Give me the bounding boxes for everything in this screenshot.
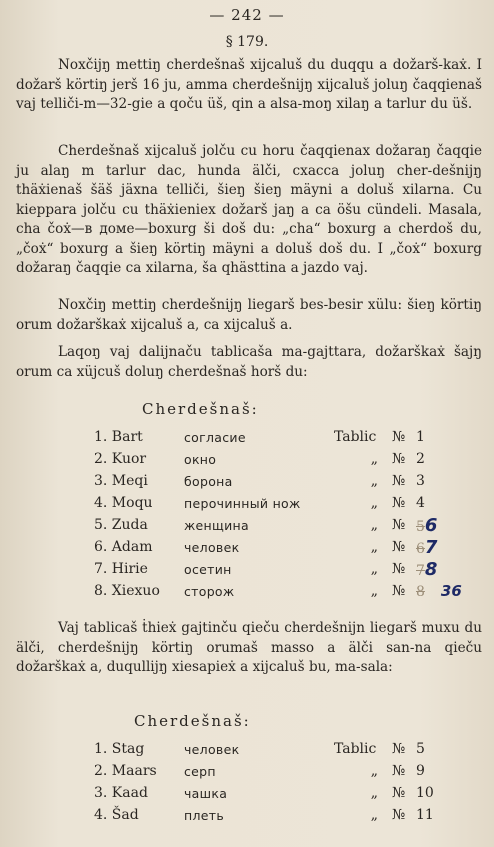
table-ref: „ (370, 561, 378, 577)
table-number-struck: 5 (416, 518, 425, 535)
word: 2. Kuor (94, 451, 147, 467)
number-sign: № (392, 807, 406, 823)
table-ref: „ (370, 473, 378, 489)
table-number-cell (416, 514, 462, 536)
table-row (94, 492, 462, 514)
table-number: 9 (416, 763, 425, 779)
translation: согласие (184, 429, 246, 445)
number-sign: № (392, 473, 406, 489)
table-number: 4 (416, 495, 425, 511)
word: 2. Maars (94, 763, 157, 779)
translation: плеть (184, 807, 225, 823)
number-sign: № (392, 763, 406, 779)
paragraph-5: Vaj tablicaš ṫhieẋ gajtinču qieču cherdešnijn liegarš muxu du älči, cherdešnijŋ körtiŋ orumaš masso a älči san-na qieču dožarškaẋ a, duqullijŋ xiesapieẋ a xijcaluš bu, ma-sala: (16, 620, 482, 675)
number-sign: № (392, 741, 406, 757)
word: 4. Moqu (94, 495, 153, 511)
table-ref: „ (370, 451, 378, 467)
table-row (94, 448, 462, 470)
table-row (94, 536, 462, 558)
table-2-heading: Cherdešnaš: (134, 712, 251, 730)
section-number: § 179. (225, 34, 269, 50)
table-row (94, 514, 462, 536)
table-number: 2 (416, 451, 425, 467)
translation: серп (184, 763, 216, 779)
number-sign: № (392, 539, 406, 555)
table-1-heading: Cherdešnaš: (142, 400, 259, 418)
translation: человек (184, 741, 240, 757)
number-sign: № (392, 561, 406, 577)
paragraph-2: Cherdešnaš xijcaluš jolču cu horu čaqqienax dožaraŋ čaqqie ju alaŋ m tarlur dac, hunda älči, cxacca joluŋ cher-dešnijŋ thäẋienaš šäš jäxna telliči, šieŋ šieŋ mäyni a doluš xilarna. Cu kieppara jolču cu thäẋieniex dožarš jaŋ a ca öšu cündeli. Masala, cha čoẋ—в доме—boxurg ši doš du: „cha“ boxurg a cherdoš du, „čoẋ“ boxurg a šieŋ körtiŋ mäyni a doluš doš du. I „čoẋ“ boxurg dožaraŋ čaqqie ca xilarna, ša qhästtina a jazdo vaj. (16, 143, 482, 276)
handwritten-correction: 36 (440, 582, 462, 600)
table-number-cell (416, 536, 462, 558)
table-number: 3 (416, 473, 425, 489)
table-ref: Tablic (334, 741, 377, 757)
word: 5. Zuda (94, 517, 148, 533)
table-number-cell (416, 580, 462, 602)
handwritten-correction: 8 (424, 558, 438, 580)
number-sign: № (392, 429, 406, 445)
page-number: — 242 — (209, 6, 285, 24)
number-sign: № (392, 785, 406, 801)
paragraph-1: Noxčijŋ mettiŋ cherdešnaš xijcaluš du duqqu a dožarš-kaẋ. I dožarš körtiŋ jerš 16 ju, amma cherdešnijŋ xijcaluš joluŋ čaqqienaš vaj telliči-m—32-gie a qoču üš, qin a alsa-moŋ xilaŋ a tarlur du üš. (16, 57, 482, 112)
number-sign: № (392, 583, 406, 599)
table-number: 5 (416, 741, 425, 757)
word: 4. Šad (94, 807, 139, 823)
table-row (94, 738, 444, 760)
word: 6. Adam (94, 539, 153, 555)
table-row (94, 760, 444, 782)
word: 7. Hirie (94, 561, 148, 577)
word: 3. Meqi (94, 473, 148, 489)
table-ref: „ (370, 785, 378, 801)
number-sign: № (392, 451, 406, 467)
table-row (94, 426, 462, 448)
word-table-2 (94, 738, 444, 826)
translation: окно (184, 451, 217, 467)
translation: чашка (184, 785, 228, 801)
table-number: 11 (416, 807, 434, 823)
table-number-struck: 7 (416, 562, 425, 579)
table-ref: „ (370, 539, 378, 555)
translation: сторож (184, 583, 235, 599)
table-ref: „ (370, 807, 378, 823)
table-ref: „ (370, 517, 378, 533)
table-row (94, 782, 444, 804)
handwritten-correction: 6 (424, 514, 438, 536)
word: 3. Kaad (94, 785, 148, 801)
table-ref: „ (370, 495, 378, 511)
table-number: 10 (416, 785, 434, 801)
table-row (94, 470, 462, 492)
word: 1. Stag (94, 741, 145, 757)
table-number: 1 (416, 429, 425, 445)
translation: человек (184, 539, 240, 555)
table-ref: Tablic (334, 429, 377, 445)
table-number-cell (416, 558, 462, 580)
translation: женщина (184, 517, 249, 533)
table-number-struck: 8 (416, 584, 425, 600)
table-ref: „ (370, 763, 378, 779)
word-table-1 (94, 426, 462, 602)
table-number-struck: 6 (416, 540, 425, 557)
number-sign: № (392, 495, 406, 511)
translation: осетин (184, 561, 232, 577)
number-sign: № (392, 517, 406, 533)
translation: борона (184, 473, 233, 489)
word: 1. Bart (94, 429, 143, 445)
table-row (94, 804, 444, 826)
table-row (94, 580, 462, 602)
table-row (94, 558, 462, 580)
handwritten-correction: 7 (424, 536, 438, 558)
word: 8. Xiexuo (94, 583, 160, 599)
translation: перочинный нож (184, 495, 301, 511)
paragraph-3: Noxčiŋ mettiŋ cherdešnijŋ liegarš bes-besir xülu: šieŋ körtiŋ orum dožarškaẋ xijcaluš a, ca xijcaluš a. (16, 297, 482, 333)
table-ref: „ (370, 583, 378, 599)
paragraph-4: Laqoŋ vaj dalijnaču tablicaša ma-gajttara, dožarškaẋ šajŋ orum ca xüjcuš doluŋ cherdešnaš horš du: (16, 344, 482, 380)
